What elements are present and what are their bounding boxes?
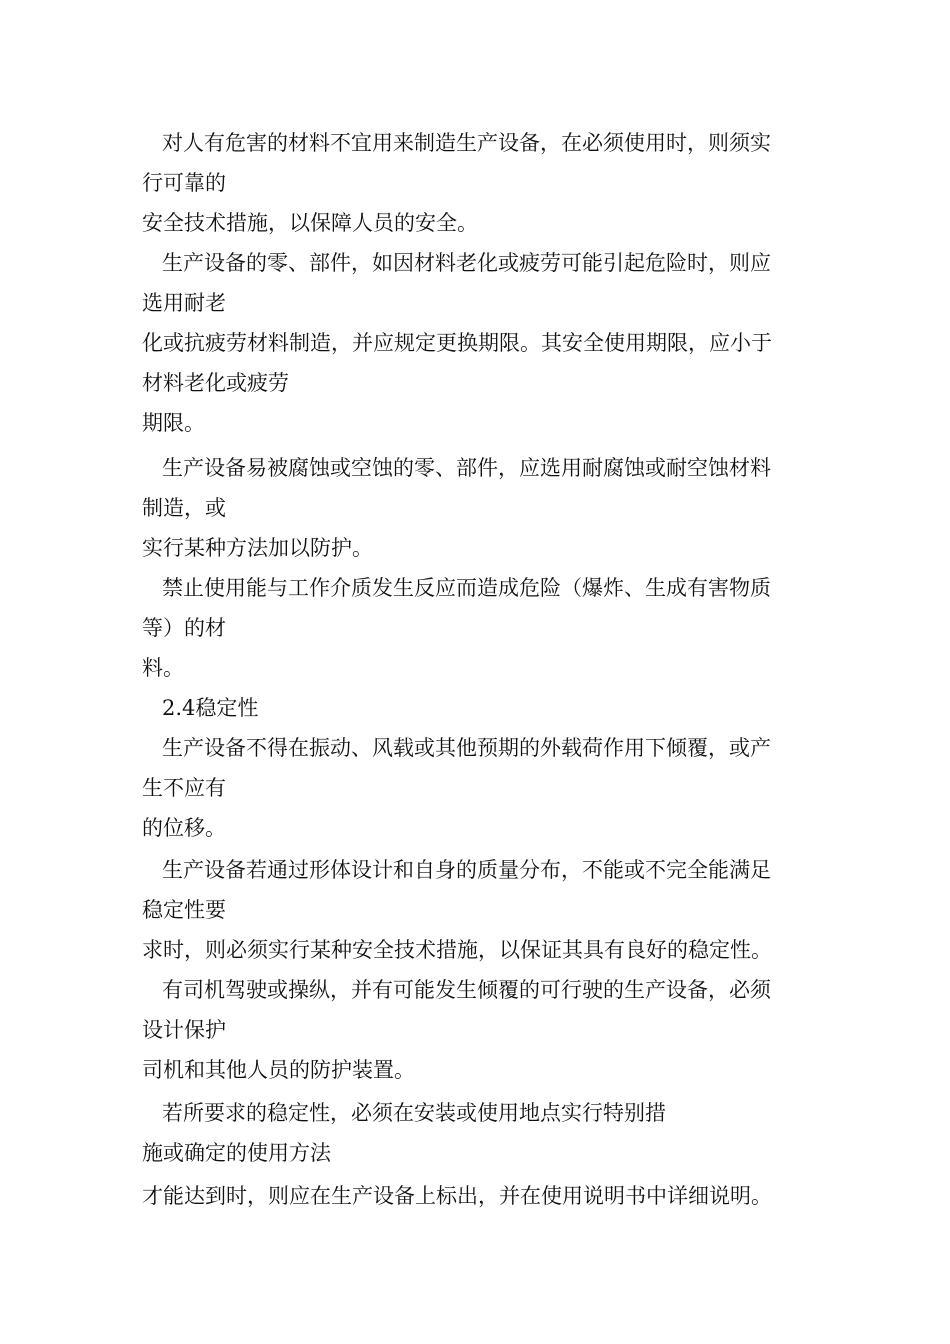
text-line: 实行某种方法加以防护。 xyxy=(142,536,373,560)
text-line: 若所要求的稳定性，必须在安装或使用地点实行特别措 xyxy=(162,1101,666,1125)
text-line: 施或确定的使用方法 xyxy=(142,1141,331,1165)
text-line: 制造，或 xyxy=(142,496,226,520)
text-line: 期限。 xyxy=(142,411,205,435)
text-line: 生不应有 xyxy=(142,776,226,800)
section-heading: 2.4稳定性 xyxy=(162,696,259,720)
text-line: 生产设备若通过形体设计和自身的质量分布，不能或不完全能满足 xyxy=(162,858,771,882)
text-line: 的位移。 xyxy=(142,816,226,840)
text-line: 求时，则必须实行某种安全技术措施，以保证其具有良好的稳定性。 xyxy=(142,938,772,962)
text-line: 生产设备易被腐蚀或空蚀的零、部件，应选用耐腐蚀或耐空蚀材料 xyxy=(162,456,771,480)
text-line: 行可靠的 xyxy=(142,171,226,195)
text-line: 对人有危害的材料不宜用来制造生产设备，在必须使用时，则须实 xyxy=(162,131,771,155)
text-line: 安全技术措施，以保障人员的安全。 xyxy=(142,211,478,235)
text-line: 生产设备不得在振动、风载或其他预期的外载荷作用下倾覆，或产 xyxy=(162,736,771,760)
text-line: 才能达到时，则应在生产设备上标出，并在使用说明书中详细说明。 xyxy=(142,1184,772,1208)
text-line: 生产设备的零、部件，如因材料老化或疲劳可能引起危险时，则应 xyxy=(162,251,771,275)
text-line: 稳定性要 xyxy=(142,898,226,922)
text-line: 料。 xyxy=(142,656,184,680)
text-line: 等）的材 xyxy=(142,616,226,640)
text-line: 设计保护 xyxy=(142,1018,226,1042)
text-line: 材料老化或疲劳 xyxy=(142,371,289,395)
text-line: 选用耐老 xyxy=(142,291,226,315)
text-line: 化或抗疲劳材料制造，并应规定更换期限。其安全使用期限，应小于 xyxy=(142,331,772,355)
text-line: 禁止使用能与工作介质发生反应而造成危险（爆炸、生成有害物质 xyxy=(162,576,771,600)
text-line: 司机和其他人员的防护装置。 xyxy=(142,1058,415,1082)
text-line: 有司机驾驶或操纵，并有可能发生倾覆的可行驶的生产设备，必须 xyxy=(162,978,771,1002)
